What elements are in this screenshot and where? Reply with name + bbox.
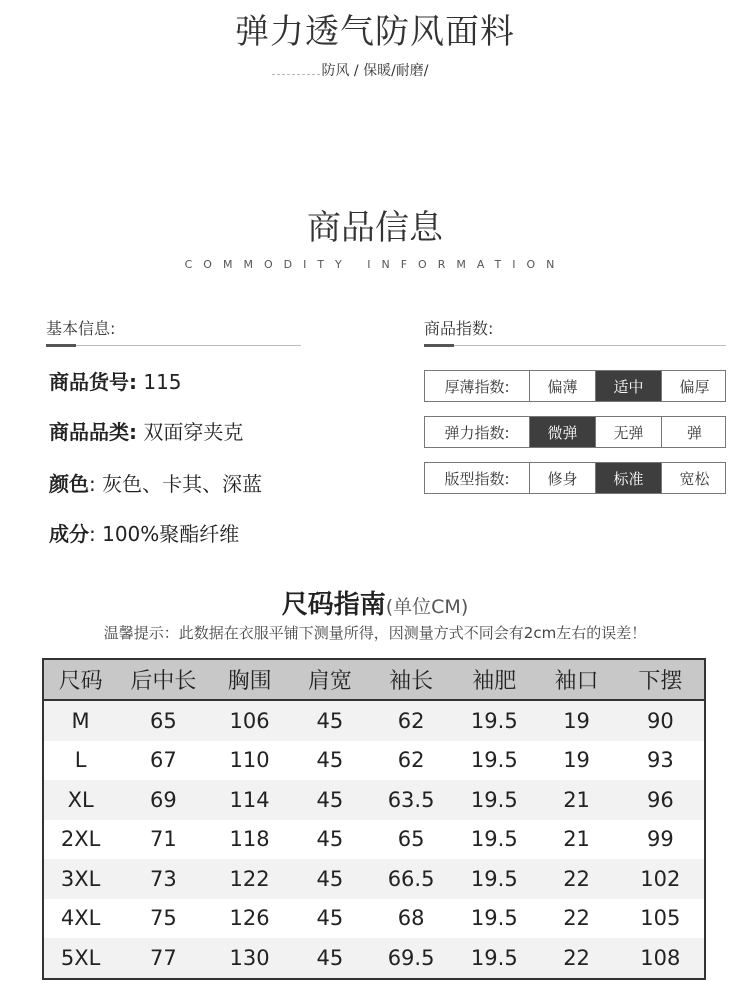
table-cell: 62 (370, 741, 452, 781)
column-header: 胸围 (209, 659, 289, 700)
table-cell: L (43, 741, 117, 781)
table-cell: 90 (617, 700, 705, 741)
table-cell: 45 (290, 741, 370, 781)
index-option: 修身 (529, 463, 595, 493)
table-cell: 96 (617, 780, 705, 820)
table-cell: 130 (209, 938, 289, 979)
table-cell: 69.5 (370, 938, 452, 979)
table-cell: 106 (209, 700, 289, 741)
info-value: : 100%聚酯纤维 (89, 522, 240, 546)
info-value: 双面穿夹克 (137, 420, 244, 444)
column-header: 肩宽 (290, 659, 370, 700)
table-cell: 77 (117, 938, 209, 979)
table-cell: 114 (209, 780, 289, 820)
indices-rule (424, 345, 726, 346)
table-row (43, 780, 705, 820)
index-option: 无弹 (595, 417, 661, 447)
table-cell: 45 (290, 859, 370, 899)
table-cell: 99 (617, 820, 705, 860)
basic-info-rule (46, 345, 301, 346)
table-cell: 71 (117, 820, 209, 860)
table-cell: 45 (290, 780, 370, 820)
info-color (49, 468, 262, 497)
index-option-selected: 标准 (595, 463, 661, 493)
column-header: 袖口 (536, 659, 616, 700)
table-cell: 3XL (43, 859, 117, 899)
table-row (43, 859, 705, 899)
info-material (49, 518, 239, 547)
elasticity-index (424, 416, 726, 448)
table-cell: 105 (617, 899, 705, 939)
index-option-selected: 适中 (595, 371, 661, 401)
section-title: 商品信息 (307, 208, 443, 248)
table-row (43, 700, 705, 741)
size-table (42, 658, 706, 980)
table-cell: 122 (209, 859, 289, 899)
table-cell: 110 (209, 741, 289, 781)
info-sku (49, 366, 182, 395)
index-option: 弹 (661, 417, 727, 447)
table-cell: 102 (617, 859, 705, 899)
table-cell: 65 (117, 700, 209, 741)
index-option-selected: 微弹 (529, 417, 595, 447)
table-cell: 19.5 (452, 780, 536, 820)
column-header: 下摆 (617, 659, 705, 700)
table-cell: 19 (536, 700, 616, 741)
table-cell: 69 (117, 780, 209, 820)
table-cell: 63.5 (370, 780, 452, 820)
table-cell: 75 (117, 899, 209, 939)
size-guide-note: 温馨提示：此数据在衣服平铺下测量所得，因测量方式不同会有2cm左右的误差！ (103, 624, 647, 642)
table-row (43, 820, 705, 860)
table-cell: 126 (209, 899, 289, 939)
table-cell: 45 (290, 938, 370, 979)
size-guide-title (0, 584, 750, 621)
info-key: 商品品类: (49, 420, 137, 444)
column-header: 后中长 (117, 659, 209, 700)
column-header: 尺码 (43, 659, 117, 700)
table-cell: 19.5 (452, 700, 536, 741)
fabric-title: 弹力透气防风面料 (235, 12, 515, 52)
size-table-header (43, 659, 705, 700)
index-option: 宽松 (661, 463, 727, 493)
index-option: 偏薄 (529, 371, 595, 401)
thickness-index (424, 370, 726, 402)
table-cell: 19.5 (452, 741, 536, 781)
table-cell: 5XL (43, 938, 117, 979)
table-cell: 19.5 (452, 820, 536, 860)
index-label: 弹力指数: (444, 423, 510, 442)
index-label: 厚薄指数: (444, 377, 510, 396)
index-label: 版型指数: (444, 469, 510, 488)
indices-rule-mark (424, 344, 454, 347)
column-header: 袖长 (370, 659, 452, 700)
table-cell: 108 (617, 938, 705, 979)
index-option: 偏厚 (661, 371, 727, 401)
table-cell: 68 (370, 899, 452, 939)
table-cell: 73 (117, 859, 209, 899)
size-guide-heading: 尺码指南 (281, 590, 386, 620)
indices-heading: 商品指数: (424, 319, 494, 338)
table-row (43, 741, 705, 781)
table-row (43, 938, 705, 979)
table-cell: 118 (209, 820, 289, 860)
info-category (49, 416, 243, 445)
table-cell: 45 (290, 899, 370, 939)
table-cell: 65 (370, 820, 452, 860)
table-cell: 22 (536, 859, 616, 899)
table-cell: 21 (536, 820, 616, 860)
table-cell: 21 (536, 780, 616, 820)
info-value: : 灰色、卡其、深蓝 (89, 472, 263, 496)
table-cell: M (43, 700, 117, 741)
fabric-features: 防风 / 保暖/耐磨/ (321, 63, 429, 79)
info-key: 颜色 (49, 472, 89, 496)
table-cell: 19 (536, 741, 616, 781)
table-cell: 22 (536, 938, 616, 979)
table-cell: 45 (290, 820, 370, 860)
table-cell: 62 (370, 700, 452, 741)
table-cell: 2XL (43, 820, 117, 860)
table-cell: 19.5 (452, 938, 536, 979)
table-cell: 66.5 (370, 859, 452, 899)
column-header: 袖肥 (452, 659, 536, 700)
info-key: 商品货号: (49, 370, 137, 394)
table-cell: 45 (290, 700, 370, 741)
table-cell: 22 (536, 899, 616, 939)
table-cell: 4XL (43, 899, 117, 939)
table-row (43, 899, 705, 939)
info-key: 成分 (49, 522, 89, 546)
table-cell: 19.5 (452, 899, 536, 939)
info-value: 115 (137, 370, 182, 394)
fit-index (424, 462, 726, 494)
table-cell: XL (43, 780, 117, 820)
section-subtitle-en: COMMODITY INFORMATION (184, 258, 566, 271)
size-guide-unit: (单位CM) (385, 596, 469, 618)
basic-info-heading: 基本信息: (46, 319, 116, 338)
table-cell: 67 (117, 741, 209, 781)
table-cell: 19.5 (452, 859, 536, 899)
basic-info-rule-mark (46, 344, 76, 347)
table-cell: 93 (617, 741, 705, 781)
